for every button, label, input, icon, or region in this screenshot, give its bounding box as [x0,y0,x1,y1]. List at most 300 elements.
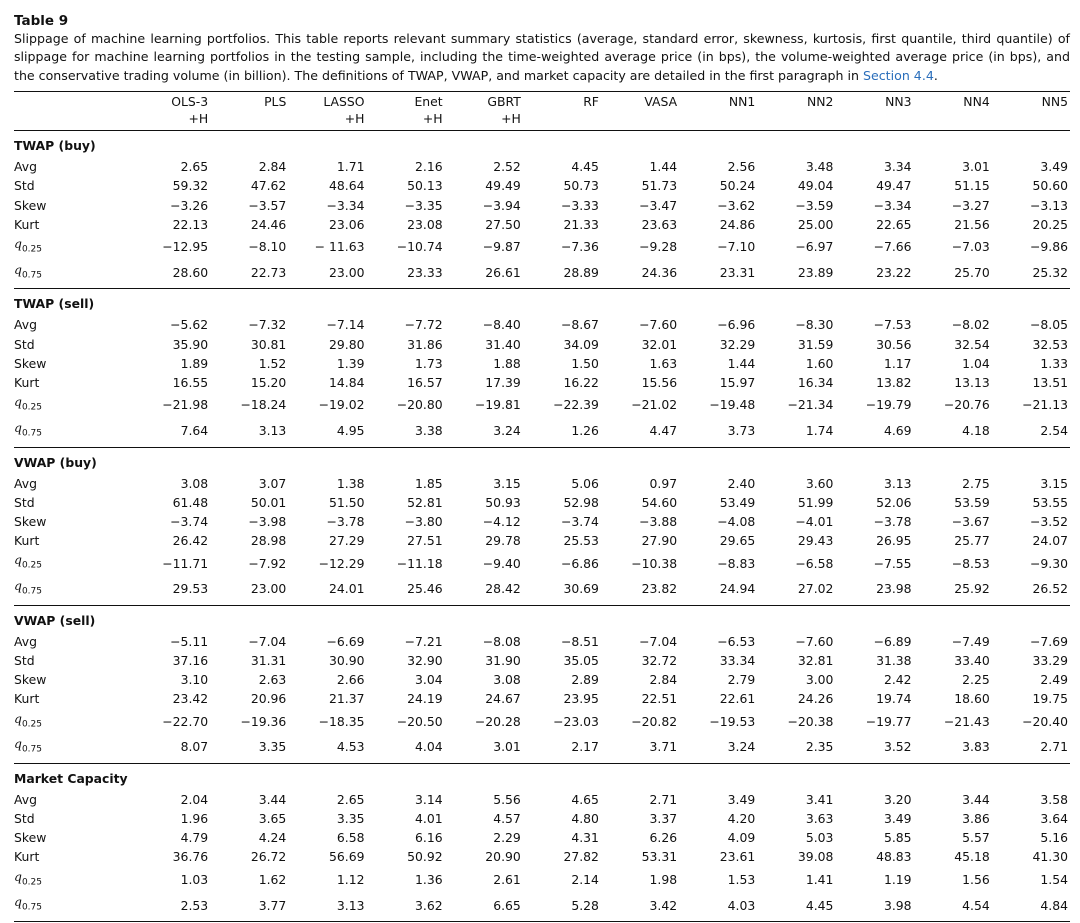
table-cell: −4.12 [482,513,521,529]
table-cell: 2.71 [992,734,1070,763]
section-title: VWAP (buy) [14,454,97,470]
table-cell: 3.24 [445,418,523,447]
table-cell: 3.52 [835,734,913,763]
column-header: RF [583,94,599,110]
table-cell: 20.25 [1032,216,1068,232]
table-cell: 36.76 [172,849,209,865]
table-cell: 2.75 [962,475,990,491]
table-cell: 25.92 [914,576,992,605]
table-cell: 24.26 [797,691,834,707]
table-cell: 2.65 [180,159,209,175]
table-cell: 23.06 [328,216,365,232]
table-cell: 16.22 [563,374,599,390]
table-cell: 3.98 [835,892,913,921]
table-cell: 3.14 [415,791,443,807]
table-cell: 23.82 [601,576,679,605]
table-row [14,512,1070,531]
table-cell: 6.26 [649,830,678,846]
table-cell: 3.49 [727,791,756,807]
quantile-symbol [14,419,42,439]
table-cell: 3.65 [258,811,287,827]
table-cell: −3.94 [482,197,521,213]
table-cell: 1.88 [493,355,521,371]
table-cell: 34.09 [563,336,599,352]
table-cell: 2.35 [757,734,835,763]
table-cell: −8.53 [951,555,990,571]
table-cell: 3.73 [679,418,757,447]
table-row [14,196,1070,215]
table-cell: 2.29 [493,830,521,846]
column-header: NN3 [885,94,912,110]
table-cell: −3.59 [795,197,834,213]
table-cell: 23.00 [288,260,366,289]
column-header-suffix: +H [344,111,365,127]
table-cell: 33.29 [1032,652,1068,668]
column-header: LASSO [323,94,365,110]
table-cell: 5.56 [493,791,521,807]
table-cell: −12.29 [318,555,365,571]
table-cell: 2.66 [336,672,365,688]
table-cell: 1.63 [649,355,678,371]
column-header: GBRT [487,94,521,110]
table-cell: 24.07 [1032,533,1068,549]
table-cell: −3.88 [639,513,678,529]
table-cell: 35.05 [563,652,599,668]
table-cell: 4.24 [258,830,287,846]
table-cell: 17.39 [485,374,521,390]
table-cell: 4.79 [180,830,209,846]
table-cell: 0.97 [649,475,678,491]
table-cell: 51.50 [328,494,365,510]
row-label: Std [14,652,35,668]
column-header-suffix [523,111,601,131]
row-label: Skew [14,830,47,846]
table-cell: −10.74 [396,239,443,255]
table-row [14,234,1070,260]
table-row [14,670,1070,689]
table-cell: 23.63 [641,216,678,232]
table-cell: 3.49 [1040,159,1068,175]
section-title-row [14,763,1070,790]
table-cell: −8.08 [482,633,521,649]
table-cell: −3.80 [404,513,443,529]
column-header-suffix: +H [501,111,521,127]
quantile-letter: q [14,394,22,410]
column-header: Enet [414,94,443,110]
table-cell: 52.81 [407,494,443,510]
table-cell: 3.62 [366,892,444,921]
table-cell: 32.01 [641,336,678,352]
table-cell: 3.77 [210,892,288,921]
caption-end: . [933,67,938,83]
table-cell: 50.93 [485,494,521,510]
quantile-letter: q [14,578,22,594]
table-cell: 3.24 [679,734,757,763]
table-row [14,790,1070,809]
table-cell: 3.42 [601,892,679,921]
table-cell: −3.98 [248,513,287,529]
table-cell: 1.44 [649,159,678,175]
table-cell: 41.30 [1032,849,1068,865]
table-cell: 48.64 [328,178,365,194]
table-cell: 3.48 [805,159,834,175]
table-cell: −19.79 [865,397,912,413]
table-cell: 5.16 [1040,830,1068,846]
table-cell: 29.53 [132,576,210,605]
table-cell: 2.14 [571,871,599,887]
table-cell: −23.03 [553,713,599,729]
table-cell: 61.48 [172,494,209,510]
column-header: NN1 [728,94,756,110]
table-cell: −7.55 [873,555,912,571]
table-cell: 3.83 [914,734,992,763]
table-cell: 50.92 [407,849,443,865]
table-cell: 22.13 [172,216,209,232]
quantile-letter: q [14,236,22,252]
section-title: VWAP (sell) [14,612,96,628]
table-cell: 24.86 [719,216,756,232]
table-cell: 3.63 [805,811,834,827]
table-cell: −7.60 [639,317,678,333]
row-label: Kurt [14,374,40,390]
section-title-row [14,605,1070,632]
table-cell: −8.83 [717,555,756,571]
table-cell: −3.74 [170,513,209,529]
table-cell: 19.75 [1032,691,1068,707]
table-cell: 24.67 [485,691,521,707]
table-cell: 4.45 [757,892,835,921]
table-cell: 24.01 [288,576,366,605]
column-header: VASA [644,94,678,110]
table-cell: 31.31 [250,652,287,668]
column-header: NN5 [1041,94,1068,110]
table-cell: 21.37 [328,691,365,707]
table-cell: 26.52 [992,576,1070,605]
quantile-letter: q [14,736,22,752]
table-cell: −18.24 [240,397,287,413]
table-cell: −9.87 [482,239,521,255]
row-label [14,260,132,289]
quantile-subscript: 0.25 [21,718,42,729]
table-cell: 16.57 [407,374,443,390]
table-cell: −5.62 [170,317,209,333]
row-label: Skew [14,672,47,688]
table-cell: −11.71 [162,555,209,571]
table-cell: −7.72 [404,317,443,333]
table-cell: 4.65 [571,791,599,807]
table-cell: 4.01 [415,811,443,827]
table-section [14,447,1070,605]
table-cell: 1.52 [258,355,287,371]
table-cell: 45.18 [954,849,990,865]
row-label: Avg [14,633,37,649]
table-cell: −4.08 [717,513,756,529]
table-cell: 3.04 [415,672,443,688]
table-cell: −8.05 [1030,317,1068,333]
table-cell: 4.09 [727,830,756,846]
table-cell: 26.42 [172,533,209,549]
table-cell: 13.51 [1032,374,1068,390]
table-cell: 22.51 [641,691,678,707]
table-cell: 16.55 [172,374,209,390]
table-cell: 31.59 [797,336,834,352]
table-cell: −4.01 [795,513,834,529]
table-cell: −19.36 [240,713,287,729]
table-cell: −7.10 [717,239,756,255]
section-title-row [14,131,1070,158]
table-cell: 2.54 [992,418,1070,447]
table-cell: 3.44 [962,791,990,807]
table-cell: 3.15 [1040,475,1068,491]
caption-text: Slippage of machine learning portfolios. This table reports relevant summary statistics (average, standard error, skewness, kurtosis, first quantile, third quantile) of slippage for machine learning portfolios in the testing sample, including the time-weighted average price (in bps), the volume-weighted average price (in bps), and the conservative trading volume (in billion). The definitions of TWAP, VWAP, and market capacity are detailed in the first paragraph in [14,31,1070,83]
table-row [14,418,1070,447]
table-cell: 31.90 [485,652,521,668]
table-cell: 31.86 [407,336,443,352]
table-cell: 28.98 [250,533,287,549]
table-cell: −8.51 [560,633,599,649]
table-cell: 1.62 [258,871,287,887]
row-label: Avg [14,791,37,807]
section-link[interactable]: Section 4.4 [863,67,934,83]
table-cell: 5.03 [805,830,834,846]
column-header-suffix [992,111,1070,131]
table-cell: −6.53 [717,633,756,649]
table-cell: −3.34 [326,197,365,213]
table-row [14,550,1070,576]
table-cell: 1.17 [883,355,912,371]
table-cell: 25.46 [366,576,444,605]
column-header-suffix: +H [422,111,443,127]
table-cell: −20.80 [396,397,443,413]
row-label: Kurt [14,849,40,865]
table-cell: 3.35 [210,734,288,763]
table-cell: 1.89 [180,355,209,371]
table-cell: 3.08 [493,672,521,688]
row-label [14,234,132,260]
table-cell: −18.35 [318,713,365,729]
table-cell: −8.30 [795,317,834,333]
table-cell: 22.61 [719,691,756,707]
table-cell: −8.40 [482,317,521,333]
table-cell: 27.29 [328,533,365,549]
table-cell: 4.54 [914,892,992,921]
table-cell: 2.63 [258,672,287,688]
row-label: Std [14,494,35,510]
table-cell: 1.03 [180,871,209,887]
table-cell: 28.42 [445,576,523,605]
column-header-suffix [210,111,288,131]
table-cell: 3.07 [258,475,287,491]
table-row [14,689,1070,708]
table-cell: 32.90 [407,652,443,668]
table-cell: 49.49 [485,178,521,194]
quantile-symbol [14,261,42,281]
row-label: Avg [14,475,37,491]
table-cell: 2.79 [727,672,756,688]
table-cell: −20.38 [787,713,834,729]
quantile-subscript: 0.25 [21,560,42,571]
table-cell: −20.76 [943,397,990,413]
table-cell: 5.28 [523,892,601,921]
column-header-suffix [835,111,913,131]
table-cell: −3.74 [560,513,599,529]
table-caption [14,30,1070,85]
table-cell: 29.65 [719,533,756,549]
table-cell: 53.49 [719,494,756,510]
table-cell: 2.61 [493,871,521,887]
table-cell: 2.65 [336,791,365,807]
table-cell: 1.60 [805,355,834,371]
slippage-table [14,91,1070,922]
table-cell: 4.84 [992,892,1070,921]
table-cell: 25.70 [914,260,992,289]
table-row [14,373,1070,392]
table-cell: 3.35 [336,811,365,827]
quantile-subscript: 0.75 [21,902,42,913]
table-cell: −7.66 [873,239,912,255]
table-cell: 29.78 [485,533,521,549]
table-cell: −6.69 [326,633,365,649]
table-cell: 27.82 [563,849,599,865]
table-cell: 22.65 [876,216,912,232]
table-cell: −20.28 [474,713,521,729]
table-cell: 5.57 [962,830,990,846]
table-cell: 4.95 [288,418,366,447]
table-cell: 51.15 [954,178,990,194]
table-cell: 26.95 [876,533,912,549]
table-cell: −19.81 [474,397,521,413]
table-cell: 27.02 [757,576,835,605]
table-cell: 23.00 [210,576,288,605]
table-cell: 23.42 [172,691,209,707]
row-label: Std [14,178,35,194]
table-row [14,392,1070,418]
table-cell: 3.38 [366,418,444,447]
table-cell: 4.57 [493,811,521,827]
quantile-subscript: 0.25 [21,402,42,413]
table-section [14,763,1070,921]
row-label [14,418,132,447]
table-cell: 28.60 [132,260,210,289]
column-header-suffix [914,111,992,131]
table-cell: 1.41 [805,871,834,887]
table-cell: 2.71 [649,791,678,807]
table-cell: 51.73 [641,178,678,194]
table-cell: −21.02 [631,397,678,413]
table-row [14,809,1070,828]
table-cell: 1.26 [523,418,601,447]
table-cell: 2.42 [883,672,912,688]
quantile-symbol [14,736,42,755]
table-cell: 18.60 [954,691,990,707]
quantile-symbol [14,868,42,888]
table-cell: 5.85 [883,830,912,846]
table-cell: −3.78 [873,513,912,529]
table-cell: 1.74 [757,418,835,447]
table-cell: 24.36 [601,260,679,289]
table-cell: −6.97 [795,239,834,255]
table-cell: 3.44 [258,791,287,807]
section-title-row [14,289,1070,316]
table-cell: −7.04 [639,633,678,649]
table-cell: −7.21 [404,633,443,649]
table-cell: 1.96 [180,811,209,827]
table-cell: −7.53 [873,317,912,333]
table-cell: 37.16 [172,652,209,668]
table-cell: 32.29 [719,336,756,352]
table-cell: 1.56 [962,871,990,887]
table-cell: 2.16 [415,159,443,175]
table-cell: 7.64 [132,418,210,447]
section-title: TWAP (sell) [14,296,95,312]
table-cell: −3.26 [170,197,209,213]
table-cell: 30.69 [523,576,601,605]
table-cell: −5.11 [170,633,209,649]
table-row [14,847,1070,866]
table-row [14,531,1070,550]
table-cell: −3.34 [873,197,912,213]
table-cell: −7.32 [248,317,287,333]
table-cell: 3.13 [883,475,912,491]
quantile-symbol [14,552,42,571]
row-label: Kurt [14,533,40,549]
table-cell: 3.86 [962,811,990,827]
row-label: Skew [14,355,47,371]
table-row [14,576,1070,605]
table-cell: 25.32 [992,260,1070,289]
table-cell: 31.40 [485,336,521,352]
table-cell: −7.14 [326,317,365,333]
table-cell: 19.74 [876,691,912,707]
column-header: OLS-3 [171,94,209,110]
quantile-subscript: 0.75 [21,744,42,755]
table-cell: −20.82 [631,713,678,729]
table-cell: −3.47 [639,197,678,213]
table-cell: −7.69 [1030,633,1068,649]
quantile-symbol [14,394,42,413]
row-label [14,576,132,605]
table-cell: 20.90 [485,849,521,865]
table-cell: 4.04 [366,734,444,763]
row-label [14,892,132,921]
table-row [14,828,1070,847]
table-cell: 16.34 [797,374,834,390]
table-cell: 1.39 [336,355,365,371]
quantile-letter: q [14,710,22,726]
table-cell: 1.50 [571,355,599,371]
table-cell: 49.04 [797,178,834,194]
section-title: TWAP (buy) [14,138,96,154]
table-cell: −9.40 [482,555,521,571]
table-cell: −21.98 [162,397,209,413]
table-cell: 21.56 [954,216,990,232]
table-cell: 3.08 [180,475,209,491]
table-cell: −7.04 [248,633,287,649]
table-row [14,176,1070,195]
table-cell: −9.86 [1030,239,1068,255]
row-label: Skew [14,197,47,213]
table-cell: 2.53 [132,892,210,921]
table-cell: −7.03 [951,239,990,255]
table-cell: 3.37 [649,811,678,827]
table-cell: 4.18 [914,418,992,447]
column-header-suffix [601,111,679,131]
table-cell: 3.71 [601,734,679,763]
table-cell: 50.01 [250,494,287,510]
row-label [14,734,132,763]
table-cell: 50.24 [719,178,756,194]
table-cell: −3.67 [951,513,990,529]
